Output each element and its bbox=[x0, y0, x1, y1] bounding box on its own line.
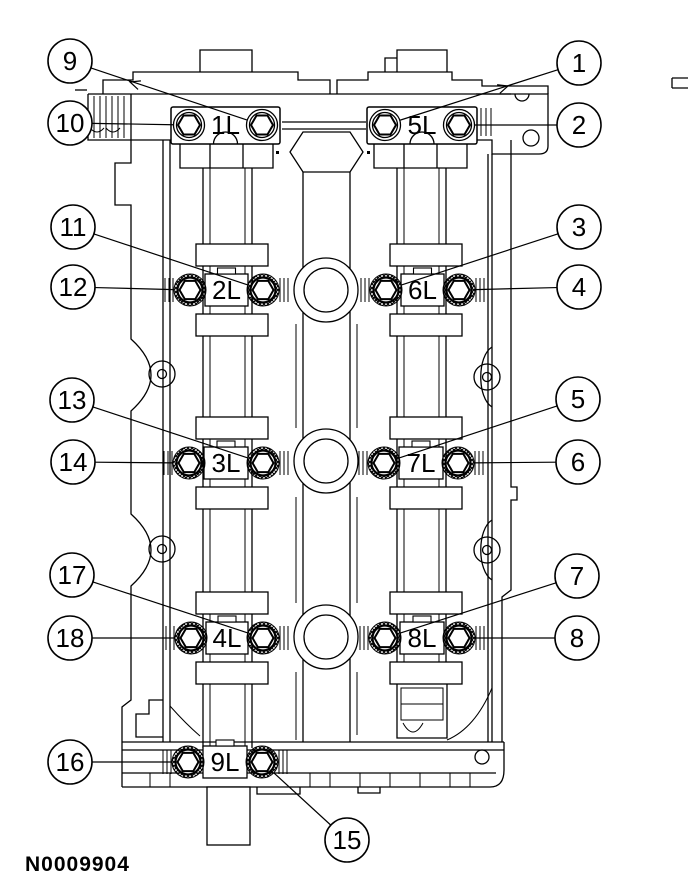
cap-label: 7L bbox=[406, 448, 436, 478]
cap-6L bbox=[361, 268, 484, 306]
callout-number: 13 bbox=[57, 385, 87, 415]
bolt-hex-head bbox=[178, 116, 200, 135]
cap-label: 9L bbox=[210, 747, 240, 777]
cap-bolt bbox=[442, 447, 474, 479]
cap-7L bbox=[359, 441, 483, 479]
callout-15 bbox=[325, 818, 369, 862]
callout-number: 9 bbox=[62, 46, 78, 76]
cap-bolt bbox=[444, 110, 475, 141]
cap-label: 6L bbox=[408, 275, 437, 305]
callout-5 bbox=[556, 377, 600, 421]
callout-6 bbox=[556, 440, 600, 484]
cap-label: 4L bbox=[212, 623, 242, 653]
callout-18 bbox=[48, 616, 92, 660]
leader-line-12 bbox=[95, 288, 174, 290]
left-flange-edge bbox=[115, 94, 170, 742]
bolt-hex-head bbox=[180, 281, 201, 299]
callout-14 bbox=[51, 440, 95, 484]
cap-bolt bbox=[174, 274, 206, 306]
callout-number: 10 bbox=[55, 108, 85, 138]
callout-number: 7 bbox=[569, 561, 585, 591]
leader-line-6 bbox=[474, 462, 556, 463]
bolt-hex-head bbox=[374, 454, 395, 472]
callout-number: 15 bbox=[332, 825, 362, 855]
hex-boss bbox=[290, 132, 363, 172]
bolt-hex-head bbox=[449, 281, 470, 299]
cap-bolt bbox=[175, 622, 207, 654]
bolt-hex-head bbox=[251, 116, 273, 135]
callout-number: 5 bbox=[570, 384, 586, 414]
cap-label: 1L bbox=[211, 110, 240, 140]
callout-12 bbox=[51, 265, 95, 309]
callout-10 bbox=[48, 101, 92, 145]
callout-13 bbox=[50, 378, 94, 422]
cap-bolt bbox=[443, 622, 475, 654]
bolt-hex-head bbox=[374, 116, 396, 135]
callout-1 bbox=[557, 41, 601, 85]
cap-9L bbox=[163, 740, 287, 778]
cap-bolt bbox=[368, 447, 400, 479]
top-right-bracket bbox=[476, 94, 548, 154]
callout-number: 2 bbox=[571, 110, 587, 140]
callout-number: 3 bbox=[571, 212, 587, 242]
cap-bolt bbox=[173, 447, 205, 479]
leader-line-1 bbox=[400, 70, 558, 120]
callout-number: 17 bbox=[57, 560, 87, 590]
cap-8L bbox=[360, 616, 484, 654]
bolt-hex-head bbox=[253, 281, 274, 299]
callout-2 bbox=[557, 103, 601, 147]
callout-number: 1 bbox=[571, 48, 587, 78]
cap-bolt bbox=[247, 622, 279, 654]
callout-number: 14 bbox=[58, 447, 88, 477]
callout-17 bbox=[50, 553, 94, 597]
bolt-hex-head bbox=[448, 454, 469, 472]
cap-bolt bbox=[172, 746, 204, 778]
leader-line-10 bbox=[92, 123, 173, 124]
cap-4L bbox=[166, 616, 288, 654]
leader-line-4 bbox=[475, 288, 557, 290]
cap-bolt bbox=[247, 274, 279, 306]
callout-number: 11 bbox=[59, 212, 87, 242]
leader-line-15 bbox=[274, 773, 331, 825]
callout-number: 8 bbox=[569, 623, 585, 653]
bolt-hex-head bbox=[178, 753, 199, 771]
bolt-hex-head bbox=[252, 753, 273, 771]
cap-bolt bbox=[370, 110, 401, 141]
cap-label: 5L bbox=[407, 110, 437, 140]
leader-line-14 bbox=[95, 462, 173, 463]
cap-label: 3L bbox=[211, 448, 241, 478]
callout-number: 16 bbox=[55, 747, 85, 777]
cap-bolt bbox=[369, 622, 401, 654]
callout-number: 12 bbox=[58, 272, 88, 302]
callout-number: 6 bbox=[570, 447, 586, 477]
bolt-hex-head bbox=[375, 629, 396, 647]
callout-7 bbox=[555, 554, 599, 598]
bolt-hex-head bbox=[179, 454, 200, 472]
leader-arrowhead bbox=[130, 81, 141, 90]
cap-bolt bbox=[174, 110, 205, 141]
cap-bolt bbox=[247, 110, 278, 141]
callout-11 bbox=[51, 205, 95, 249]
cap-2L bbox=[165, 268, 288, 306]
cap-label: 8L bbox=[407, 623, 437, 653]
callout-number: 18 bbox=[55, 623, 85, 653]
callout-16 bbox=[48, 740, 92, 784]
bolt-hex-head bbox=[448, 116, 470, 135]
bolt-hex-head bbox=[253, 454, 274, 472]
front-protrusion bbox=[207, 787, 250, 845]
bolt-hex-head bbox=[449, 629, 470, 647]
part-number-label: N0009904 bbox=[25, 853, 130, 876]
front-cover-center bbox=[276, 122, 370, 172]
cap-bolt bbox=[246, 746, 278, 778]
callout-9 bbox=[48, 39, 92, 83]
cap-bolt bbox=[443, 274, 475, 306]
bolt-hex-head bbox=[181, 629, 202, 647]
cap-label: 2L bbox=[212, 275, 241, 305]
bolt-hex-head bbox=[376, 281, 397, 299]
bolt-hex-head bbox=[253, 629, 274, 647]
cap-3L bbox=[164, 441, 288, 479]
cap-bolt bbox=[370, 274, 402, 306]
right-flange-edge bbox=[481, 140, 517, 742]
callout-number: 4 bbox=[571, 272, 587, 302]
callout-4 bbox=[557, 265, 601, 309]
callout-8 bbox=[555, 616, 599, 660]
cap-bolt bbox=[247, 447, 279, 479]
callout-3 bbox=[557, 205, 601, 249]
